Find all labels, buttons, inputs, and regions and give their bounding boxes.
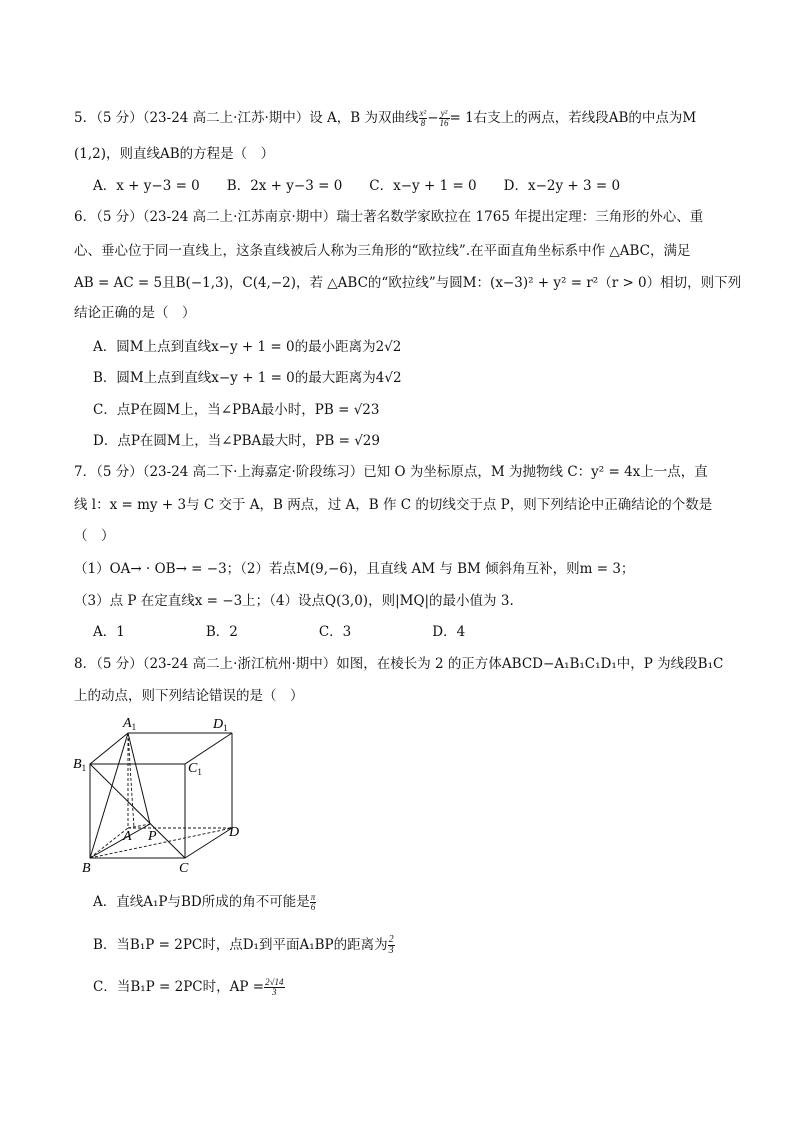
q7-line2: 线 l：x = my + 3与 C 交于 A，B 两点，过 A，B 作 C 的切线交于点 P，则下列结论中正确结论的个数是 — [74, 497, 713, 513]
cube-figure — [68, 712, 258, 876]
fraction: $\frac{\pi}{6}$ — [310, 892, 316, 912]
q7-options: A．1 B．2 C．3 D．4 — [93, 624, 466, 640]
q7-line5: （3）点 P 在定直线x = −3上；（4）设点Q(3,0)，则|MQ|的最小值为 3. — [74, 593, 514, 609]
q6-line3: AB = AC = 5且B(−1,3)，C(4,−2)，若 △ABC的“欧拉线”与圆M：(x−3)² + y² = r²（r > 0）相切，则下列 — [74, 275, 742, 291]
q8-line1: 8．（5 分）（23-24 高二上·浙江杭州·期中）如图，在棱长为 2 的正方体ABCD−A₁B₁C₁D₁中，P 为线段B₁C — [74, 656, 724, 672]
q8-option-b: B．当B₁P = 2PC时，点D₁到平面A₁BP的距离为 $\frac{2}{3}$ — [93, 934, 394, 956]
q5-line2: (1,2)，则直线AB的方程是（ ） — [74, 146, 275, 162]
label-b1: $B_1$ — [73, 757, 87, 773]
edge-b1-a1 — [90, 733, 128, 764]
q6-line1: 6．（5 分）（23-24 高二上·江苏南京·期中）瑞士著名数学家欧拉在 1765 年提出定理：三角形的外心、重 — [74, 209, 704, 225]
edge-c-d — [185, 828, 232, 858]
q6-option-c: C．点P在圆M上，当∠PBA最小时，PB = √23 — [93, 402, 380, 418]
fraction: $\frac{\text{x²}}{8}$ — [419, 108, 427, 128]
fraction: $\frac{2}{3}$ — [388, 934, 394, 956]
q8-option-a: A．直线A₁P与BD所成的角不可能是 $\frac{\pi}{6}$ — [93, 892, 316, 912]
q7-line3: （ ） — [74, 528, 115, 544]
q7-line1: 7．（5 分）（23-24 高二下·上海嘉定·阶段练习）已知 O 为坐标原点，M 为抛物线 C：y² = 4x上一点，直 — [74, 464, 708, 480]
q6-option-b: B．圆M上点到直线x−y + 1 = 0的最大距离为4√2 — [93, 370, 402, 386]
q6-line2: 心、垂心位于同一直线上，这条直线被后人称为三角形的“欧拉线”.在平面直角坐标系中作 △ABC，满足 — [74, 243, 691, 259]
label-a: A — [123, 829, 132, 844]
label-a1: $A_1$ — [123, 716, 137, 732]
label-c: C — [179, 861, 189, 876]
q5-line1: 5．（5 分）（23-24 高二上·江苏·期中）设 A，B 为双曲线 $\frac{\text{x²}}{8}$ − $\frac{\text{y²}}{16}$ = 1右支上的两点，若线段AB的中点为M — [74, 108, 697, 128]
label-d: D — [229, 825, 240, 840]
label-b: B — [82, 861, 91, 876]
q8-option-c: C．当B₁P = 2PC时，AP = $\frac{2√14}{3}$ — [93, 977, 284, 997]
q6-option-d: D．点P在圆M上，当∠PBA最大时，PB = √29 — [93, 433, 380, 449]
fraction: $\frac{2√14}{3}$ — [265, 977, 284, 997]
q7-line4: （1）OA→ · OB→ = −3；（2）若点M(9,−6)，且直线 AM 与 BM 倾斜角互补，则m = 3； — [74, 561, 635, 577]
q5-options: A．x + y−3 = 0 B．2x + y−3 = 0 C．x−y + 1 = 0 D．x−2y + 3 = 0 — [93, 178, 621, 194]
hidden-diagonal-b-d — [90, 828, 232, 858]
edge-c1-d1 — [185, 733, 232, 764]
label-c1: $C_1$ — [188, 761, 202, 777]
q6-option-a: A．圆M上点到直线x−y + 1 = 0的最小距离为2√2 — [93, 339, 402, 355]
label-d1: $D_1$ — [213, 717, 228, 733]
label-p: P — [148, 829, 157, 844]
q8-line2: 上的动点，则下列结论错误的是（ ） — [74, 688, 304, 704]
q6-line4: 结论正确的是（ ） — [74, 305, 196, 321]
fraction: $\frac{\text{y²}}{16}$ — [439, 108, 449, 128]
